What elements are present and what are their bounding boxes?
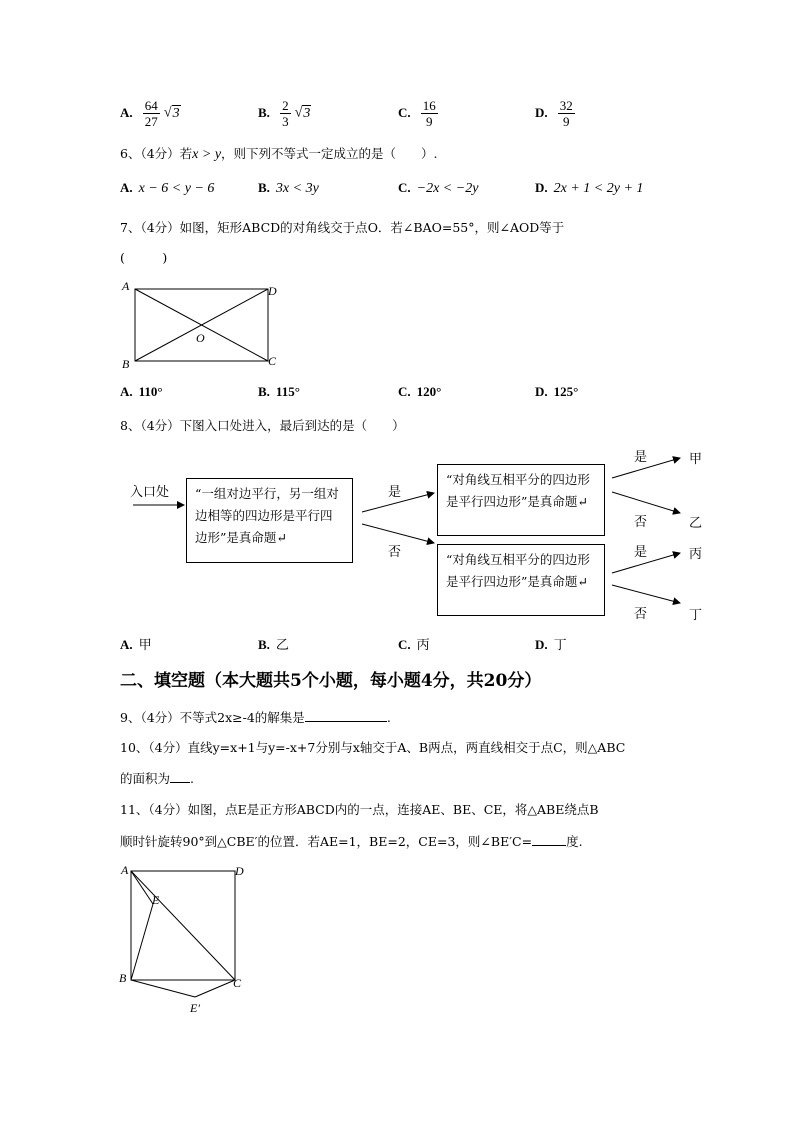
outcome-ding: 丁 [689, 608, 703, 623]
option-expression: −2x < −2y [416, 181, 479, 196]
q7-answer-paren: ( ) [120, 250, 168, 265]
vertex-label-d: D [268, 284, 277, 298]
point-label-e: E [152, 893, 160, 907]
q7-stem: 7、（4分）如图，矩形ABCD的对角线交于点O．若∠BAO=55°，则∠AOD等于 [120, 220, 565, 235]
q7-option-c [398, 384, 447, 400]
square-root: √3 [163, 105, 180, 121]
segment-ce-prime [195, 980, 235, 997]
vertex-label-b: B [122, 357, 130, 371]
option-expression: x − 6 < y − 6 [138, 181, 215, 196]
denominator: 9 [426, 114, 433, 129]
option-text: 125° [553, 384, 579, 399]
numerator: 32 [559, 98, 573, 113]
option-label: A. [120, 384, 133, 399]
no-label-3: 否 [634, 607, 648, 622]
q9-stem [120, 708, 391, 726]
option-label: D. [535, 105, 548, 120]
no-arrow-3 [612, 585, 680, 603]
radicand: 3 [172, 105, 180, 121]
option-label: D. [535, 637, 548, 652]
option-label: C. [398, 637, 411, 652]
vertex-label-b: B [119, 971, 127, 985]
option-label: C. [398, 105, 411, 120]
option-label: D. [535, 180, 548, 195]
point-label-e-prime: E′ [190, 1001, 200, 1015]
fraction [421, 98, 438, 129]
outcome-yi: 乙 [689, 516, 703, 531]
vertex-label-a: A [122, 280, 130, 293]
q11-end: 度. [566, 834, 583, 849]
option-label: B. [258, 105, 270, 120]
q11-answer-blank [532, 833, 566, 846]
segment-ae [131, 871, 153, 904]
q6-stem-suffix: ，则下列不等式一定成立的是（ ）. [221, 146, 438, 161]
q5-option-d [535, 98, 575, 129]
q6-condition: x > y [192, 147, 222, 162]
q9-answer-blank [305, 709, 387, 722]
option-label: A. [120, 105, 133, 120]
option-label: D. [535, 384, 548, 399]
q8-stem: 8、（4分）下图入口处进入，最后到达的是（ ） [120, 418, 405, 433]
option-text: 120° [416, 384, 442, 399]
q10-line2 [120, 769, 194, 787]
fraction [280, 98, 291, 129]
q5-option-a [120, 98, 181, 129]
q6-option-a [120, 180, 214, 197]
option-text: 丁 [553, 638, 567, 653]
option-label: B. [258, 637, 270, 652]
option-label: A. [120, 637, 133, 652]
vertex-label-a: A [121, 863, 129, 877]
q10-answer-blank [170, 770, 190, 783]
q8-flowchart-arrows [0, 440, 794, 640]
q6-option-b [258, 180, 319, 197]
numerator: 64 [144, 98, 158, 113]
q6-stem-prefix: 6、（4分）若 [120, 146, 193, 161]
flow-box-start: “一组对边平行，另一组对边相等的四边形是平行四边形”是真命题↵ [186, 478, 353, 563]
q10-text: 的面积为 [120, 771, 171, 786]
q6-stem [120, 144, 438, 163]
vertex-label-c: C [233, 976, 242, 990]
numerator: 2 [282, 98, 289, 113]
square-root: √3 [294, 105, 311, 121]
flow-box-yes: “对角线互相平分的四边形是平行四边形”是真命题↵ [437, 464, 605, 536]
option-expression: 3x < 3y [275, 181, 319, 196]
segment-be [131, 904, 153, 980]
q5-option-c [398, 98, 438, 129]
option-label: C. [398, 180, 411, 195]
q8-option-d [535, 634, 567, 653]
fraction [143, 98, 160, 129]
option-text: 115° [275, 384, 300, 399]
q11-line2 [120, 832, 583, 850]
vertex-label-d: D [235, 864, 244, 878]
q11-square-figure [115, 860, 255, 1020]
yes-label-3: 是 [634, 545, 648, 560]
no-label-2: 否 [634, 515, 648, 530]
q11-text: 顺时针旋转90°到△CBE′的位置．若AE=1，BE=2，CE=3，则∠BE′C= [120, 834, 533, 849]
option-label: B. [258, 384, 270, 399]
q10-end: . [190, 771, 194, 786]
outcome-bing: 丙 [689, 547, 703, 562]
option-expression: 2x + 1 < 2y + 1 [553, 181, 644, 196]
q5-option-b [258, 98, 311, 129]
entry-label: 入口处 [130, 485, 170, 500]
q11-line1: 11、（4分）如图，点E是正方形ABCD内的一点，连接AE、BE、CE，将△ABE绕点B [120, 802, 599, 817]
yes-label-1: 是 [388, 485, 402, 500]
no-arrow-2 [612, 492, 680, 513]
segment-be-prime [131, 980, 195, 997]
option-text: 110° [138, 384, 163, 399]
center-label-o: O [196, 331, 205, 345]
option-text: 甲 [138, 638, 152, 653]
flow-box-no: “对角线互相平分的四边形是平行四边形”是真命题↵ [437, 544, 605, 616]
yes-label-2: 是 [634, 450, 648, 465]
q8-option-c [398, 634, 430, 653]
q9-text: 9、（4分）不等式2x≥-4的解集是 [120, 710, 305, 725]
q7-option-b [258, 384, 306, 400]
q7-rectangle-figure [118, 280, 288, 372]
q6-option-c [398, 180, 478, 197]
option-label: C. [398, 384, 411, 399]
section-title-fill-in: 二、填空题（本大题共5个小题，每小题4分，共20分） [120, 671, 542, 691]
radicand: 3 [303, 105, 311, 121]
option-text: 乙 [275, 638, 289, 653]
q10-line1: 10、（4分）直线y=x+1与y=-x+7分别与x轴交于A、B两点，两直线相交于点C，则△ABC [120, 740, 626, 755]
q6-option-d [535, 180, 643, 197]
outcome-jia: 甲 [689, 452, 703, 467]
no-label-1: 否 [388, 545, 402, 560]
denominator: 3 [282, 114, 289, 129]
denominator: 9 [563, 114, 570, 129]
q9-end: . [386, 710, 391, 725]
denominator: 27 [144, 114, 158, 129]
option-text: 丙 [416, 638, 430, 653]
fraction [558, 98, 575, 129]
q8-option-a [120, 634, 152, 653]
option-label: A. [120, 180, 133, 195]
q7-option-d [535, 384, 584, 400]
q8-option-b [258, 634, 289, 653]
vertex-label-c: C [268, 354, 277, 368]
q7-option-a [120, 384, 169, 400]
numerator: 16 [422, 98, 436, 113]
option-label: B. [258, 180, 270, 195]
